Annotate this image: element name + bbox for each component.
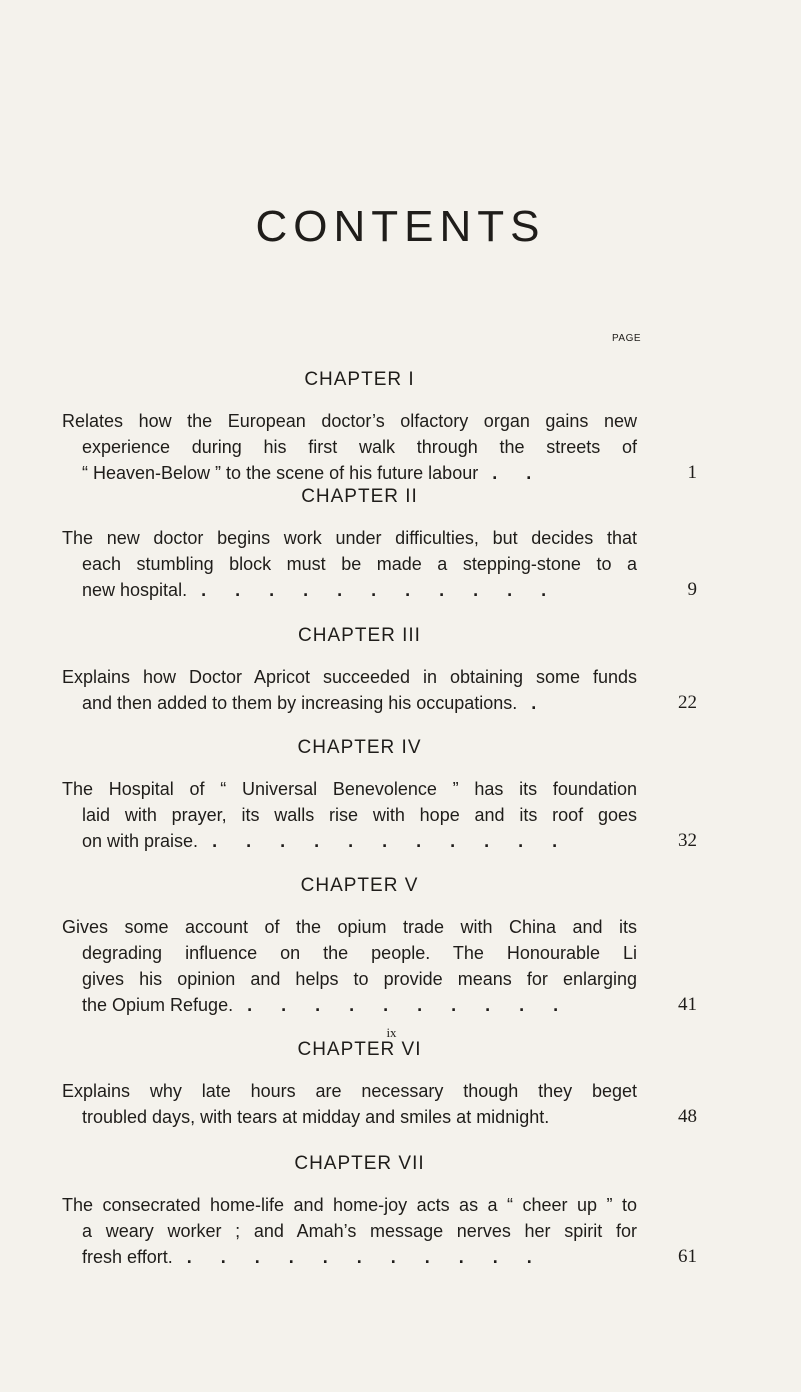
summary-line-text: on with praise. bbox=[82, 831, 199, 851]
summary-line-text: fresh effort. bbox=[82, 1247, 173, 1267]
dot-leader: . . . . . . . . . . bbox=[247, 995, 571, 1015]
chapter-summary bbox=[62, 408, 697, 486]
page-number: 32 bbox=[678, 830, 697, 851]
page-number: 9 bbox=[687, 579, 697, 600]
summary-line-text: “ Heaven-Below ” to the scene of his future labour bbox=[82, 463, 479, 483]
summary-line bbox=[62, 577, 637, 603]
chapter-heading: CHAPTER IV bbox=[297, 737, 422, 758]
summary-line bbox=[62, 992, 637, 1018]
summary-line-text: and then added to them by increasing his occupations. bbox=[82, 693, 518, 713]
summary-line: The Hospital of “ Universal Benevolence ” has its foundation bbox=[62, 779, 637, 799]
chapter-heading: CHAPTER III bbox=[298, 625, 421, 646]
chapter-summary bbox=[62, 776, 697, 854]
chapter-heading: CHAPTER VII bbox=[294, 1153, 425, 1174]
chapter-heading: CHAPTER II bbox=[301, 486, 418, 507]
summary-line: Explains why late hours are necessary though they beget bbox=[62, 1081, 637, 1101]
summary-line-text: troubled days, with tears at midday and smiles at midnight. bbox=[82, 1107, 550, 1127]
chapter-entry[interactable] bbox=[62, 366, 697, 486]
chapter-summary bbox=[62, 664, 697, 716]
dot-leader: . bbox=[531, 693, 549, 713]
chapter-summary bbox=[62, 1192, 697, 1270]
summary-line: experience during his first walk through the streets of bbox=[82, 437, 637, 457]
summary-line bbox=[62, 1244, 637, 1270]
summary-line bbox=[62, 1104, 637, 1130]
page-column-label: PAGE bbox=[612, 333, 642, 344]
page-number: 41 bbox=[678, 994, 697, 1015]
chapter-entry[interactable] bbox=[62, 1150, 697, 1270]
page-number: 1 bbox=[687, 462, 697, 483]
chapter-entry[interactable] bbox=[62, 622, 697, 716]
summary-line: gives his opinion and helps to provide means for enlarging bbox=[82, 969, 637, 989]
chapter-entry[interactable] bbox=[62, 872, 697, 1018]
chapter-summary bbox=[62, 525, 697, 603]
chapter-summary bbox=[62, 1078, 697, 1130]
chapter-heading: CHAPTER I bbox=[304, 369, 415, 390]
summary-line: degrading influence on the people. The Honourable Li bbox=[82, 943, 637, 963]
summary-line: The new doctor begins work under difficulties, but decides that bbox=[62, 528, 637, 548]
summary-line-text: the Opium Refuge. bbox=[82, 995, 234, 1015]
summary-line bbox=[62, 690, 637, 716]
summary-line: each stumbling block must be made a stepping-stone to a bbox=[82, 554, 637, 574]
chapter-entry[interactable] bbox=[62, 734, 697, 854]
dot-leader bbox=[549, 1104, 637, 1130]
dot-leader: . . . . . . . . . . . bbox=[186, 1247, 544, 1267]
summary-line: laid with prayer, its walls rise with hope and its roof goes bbox=[82, 805, 637, 825]
page-number: 61 bbox=[678, 1246, 697, 1267]
folio-number: ix bbox=[386, 1025, 397, 1040]
chapter-heading: CHAPTER V bbox=[300, 875, 419, 896]
summary-line: Relates how the European doctor’s olfactory organ gains new bbox=[62, 411, 637, 431]
chapter-heading: CHAPTER VI bbox=[297, 1039, 422, 1060]
page-number: 48 bbox=[678, 1106, 697, 1127]
summary-line-text: new hospital. bbox=[82, 580, 188, 600]
summary-line: Gives some account of the opium trade with China and its bbox=[62, 917, 637, 937]
chapter-entry[interactable] bbox=[62, 483, 697, 603]
page-number: 22 bbox=[678, 692, 697, 713]
page-title: CONTENTS bbox=[255, 202, 546, 251]
chapter-entry[interactable] bbox=[62, 1036, 697, 1130]
dot-leader: . . . . . . . . . . . bbox=[201, 580, 559, 600]
chapter-summary bbox=[62, 914, 697, 1018]
summary-line: The consecrated home-life and home-joy acts as a “ cheer up ” to bbox=[62, 1195, 637, 1215]
summary-line: a weary worker ; and Amah’s message nerves her spirit for bbox=[82, 1221, 637, 1241]
dot-leader: . . . . . . . . . . . bbox=[212, 831, 570, 851]
summary-line bbox=[62, 828, 637, 854]
dot-leader: . . bbox=[492, 463, 544, 483]
summary-line: Explains how Doctor Apricot succeeded in obtaining some funds bbox=[62, 667, 637, 687]
